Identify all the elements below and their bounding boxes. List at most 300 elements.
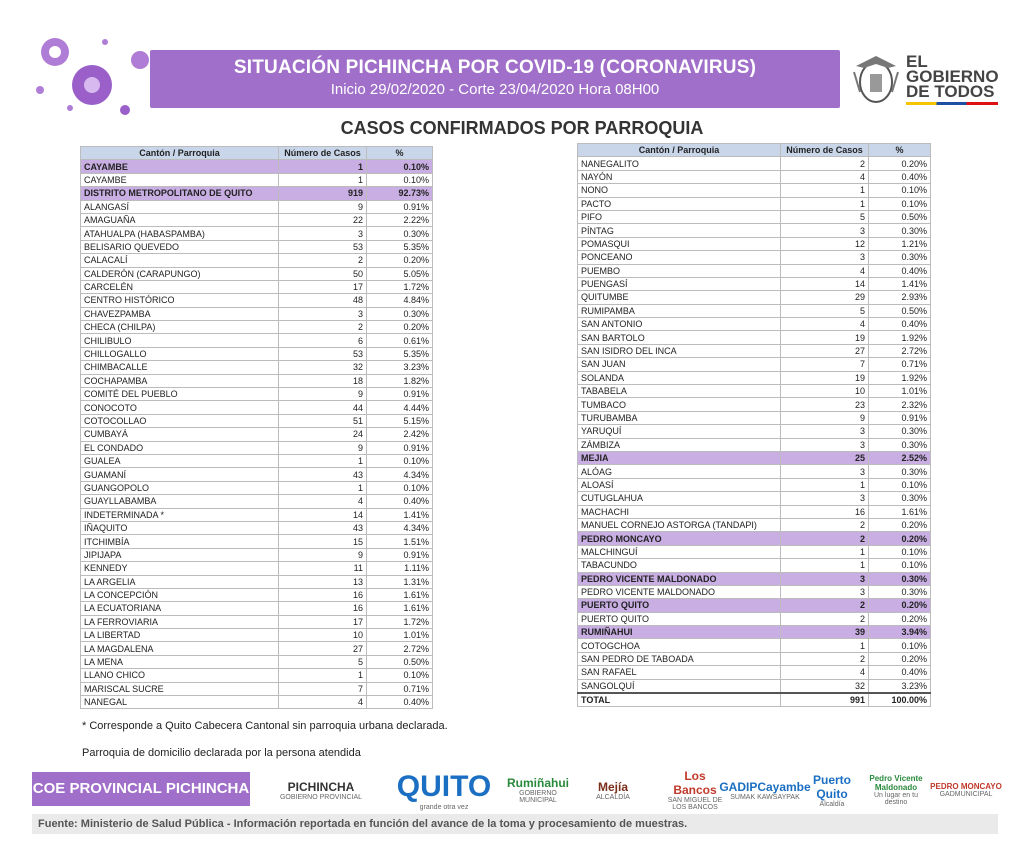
percent-cell: 1.61%	[869, 505, 931, 518]
percent-cell: 0.40%	[367, 696, 433, 709]
table-row	[578, 277, 931, 290]
parish-cell: PIFO	[578, 210, 781, 223]
percent-cell: 3.23%	[367, 361, 433, 374]
cases-cell: 3	[279, 307, 367, 320]
parish-cell: SAN BARTOLO	[578, 331, 781, 344]
coe-label: COE PROVINCIAL PICHINCHA	[32, 772, 250, 806]
cases-cell: 4	[781, 264, 869, 277]
parish-cell: MALCHINGUÍ	[578, 545, 781, 558]
table-row	[578, 331, 931, 344]
cases-cell: 12	[781, 237, 869, 250]
table-row	[81, 321, 433, 334]
table-row	[578, 425, 931, 438]
percent-cell: 0.50%	[869, 304, 931, 317]
cases-cell: 27	[279, 642, 367, 655]
parish-cell: CHILIBULO	[81, 334, 279, 347]
parish-cell: YARUQUÍ	[578, 425, 781, 438]
percent-cell: 1.92%	[869, 371, 931, 384]
table-row	[578, 210, 931, 223]
partner-logo-sub: grande otra vez	[419, 803, 469, 811]
cases-cell: 4	[279, 495, 367, 508]
parish-cell: CONOCOTO	[81, 401, 279, 414]
percent-cell: 0.40%	[367, 495, 433, 508]
parish-cell: COCHAPAMBA	[81, 374, 279, 387]
parish-cell: CHILLOGALLO	[81, 347, 279, 360]
parish-cell: CALDERÓN (CARAPUNGO)	[81, 267, 279, 280]
table-header-row	[578, 144, 931, 157]
percent-cell: 0.20%	[869, 532, 931, 545]
table-row	[578, 639, 931, 652]
table-row	[81, 696, 433, 709]
parish-cell: IÑAQUITO	[81, 521, 279, 534]
table-row	[578, 612, 931, 625]
cases-cell: 16	[279, 602, 367, 615]
percent-cell: 0.20%	[367, 321, 433, 334]
percent-cell: 0.40%	[869, 666, 931, 679]
header-banner	[150, 50, 840, 108]
cases-cell: 1	[781, 184, 869, 197]
col-header-cases: Número de Casos	[781, 144, 869, 157]
table-row	[578, 666, 931, 679]
partner-logo-label: PEDRO MONCAYO	[930, 782, 1002, 791]
percent-cell: 0.30%	[869, 251, 931, 264]
table-row	[81, 254, 433, 267]
partner-logo-sub: SUMAK KAWSAYPAK	[730, 793, 800, 801]
percent-cell: 0.10%	[367, 173, 433, 186]
table-row	[81, 267, 433, 280]
table-row	[578, 679, 931, 693]
percent-cell: 0.20%	[869, 599, 931, 612]
parish-cell: CAYAMBE	[81, 173, 279, 186]
partner-logo-label: GADIPCayambe	[719, 779, 811, 794]
partner-logo-sub: ALCALDÍA	[596, 793, 630, 801]
cases-table-left	[80, 146, 433, 709]
cases-cell: 3	[279, 227, 367, 240]
table-row	[81, 655, 433, 668]
parish-cell: TABACUNDO	[578, 559, 781, 572]
cases-cell: 15	[279, 535, 367, 548]
partner-logo-sub: GOBIERNO MUNICIPAL	[519, 790, 557, 804]
partner-logo	[390, 762, 498, 818]
partner-logo-label: Mejía	[597, 779, 628, 794]
table-row	[81, 401, 433, 414]
table-row	[81, 508, 433, 521]
cases-cell: 39	[781, 626, 869, 639]
percent-cell: 0.10%	[367, 454, 433, 467]
table-row	[578, 652, 931, 665]
table-row	[578, 385, 931, 398]
parish-cell: LA MAGDALENA	[81, 642, 279, 655]
table-row	[81, 615, 433, 628]
percent-cell: 0.10%	[367, 669, 433, 682]
parish-cell: SAN ISIDRO DEL INCA	[578, 344, 781, 357]
percent-cell: 1.41%	[367, 508, 433, 521]
table-row	[81, 200, 433, 213]
parish-cell: PACTO	[578, 197, 781, 210]
parish-cell: GUANGOPOLO	[81, 481, 279, 494]
page-title: SITUACIÓN PICHINCHA POR COVID-19 (CORONAVIRUS)	[233, 57, 757, 78]
cases-cell: 24	[279, 428, 367, 441]
percent-cell: 0.30%	[869, 465, 931, 478]
government-logo-text: EL GOBIERNO DE TODOS	[906, 52, 999, 101]
cases-cell: 1	[279, 669, 367, 682]
percent-cell: 0.30%	[367, 307, 433, 320]
cases-cell: 2	[279, 321, 367, 334]
cases-cell: 17	[279, 615, 367, 628]
note: Parroquia de domicilio declarada por la persona atendida	[82, 747, 361, 759]
percent-cell: 0.40%	[869, 318, 931, 331]
parish-cell: PUEMBO	[578, 264, 781, 277]
percent-cell: 0.10%	[869, 197, 931, 210]
parish-cell: PÍNTAG	[578, 224, 781, 237]
cases-cell: 7	[781, 358, 869, 371]
parish-cell: POMASQUI	[578, 237, 781, 250]
parish-cell: MANUEL CORNEJO ASTORGA (TANDAPI)	[578, 518, 781, 531]
cases-cell: 1	[279, 454, 367, 467]
cases-cell: 27	[781, 344, 869, 357]
percent-cell: 1.41%	[869, 277, 931, 290]
table-row	[81, 428, 433, 441]
cases-cell: 3	[781, 572, 869, 585]
cases-cell: 9	[279, 548, 367, 561]
percent-cell: 0.30%	[869, 585, 931, 598]
percent-cell: 1.51%	[367, 535, 433, 548]
cases-cell: 48	[279, 294, 367, 307]
cases-cell: 9	[279, 441, 367, 454]
table-row	[81, 414, 433, 427]
cases-cell: 53	[279, 240, 367, 253]
cases-cell: 919	[279, 187, 367, 200]
partner-logo	[664, 762, 726, 818]
table-row	[578, 518, 931, 531]
col-header-percent: %	[869, 144, 931, 157]
cases-cell: 4	[781, 666, 869, 679]
parish-cell: SAN JUAN	[578, 358, 781, 371]
cases-cell: 3	[781, 438, 869, 451]
percent-cell: 0.40%	[869, 264, 931, 277]
parish-cell: PUERTO QUITO	[578, 599, 781, 612]
parish-cell: GUALEA	[81, 454, 279, 467]
government-logo	[852, 52, 1002, 112]
cases-cell: 32	[279, 361, 367, 374]
cases-cell: 3	[781, 465, 869, 478]
percent-cell: 0.10%	[869, 184, 931, 197]
percent-cell: 5.05%	[367, 267, 433, 280]
percent-cell: 0.71%	[869, 358, 931, 371]
percent-cell: 0.20%	[869, 652, 931, 665]
percent-cell: 1.92%	[869, 331, 931, 344]
percent-cell: 0.10%	[367, 160, 433, 173]
parish-cell: MACHACHI	[578, 505, 781, 518]
parish-cell: LA CONCEPCIÓN	[81, 588, 279, 601]
table-row	[578, 184, 931, 197]
table-row	[81, 294, 433, 307]
cases-cell: 43	[279, 521, 367, 534]
canton-row	[81, 187, 433, 200]
percent-cell: 4.44%	[367, 401, 433, 414]
table-row	[81, 629, 433, 642]
table-row	[81, 227, 433, 240]
cases-cell: 1	[279, 160, 367, 173]
parish-cell: KENNEDY	[81, 562, 279, 575]
partner-logo-sub: Un lugar en tu destino	[874, 792, 918, 806]
percent-cell: 0.20%	[869, 518, 931, 531]
cases-cell: 5	[781, 210, 869, 223]
cases-cell: 43	[279, 468, 367, 481]
cases-cell: 5	[279, 655, 367, 668]
parish-cell: COMITÉ DEL PUEBLO	[81, 388, 279, 401]
cases-cell: 3	[781, 425, 869, 438]
cases-cell: 53	[279, 347, 367, 360]
parish-cell: GUAMANÍ	[81, 468, 279, 481]
cases-cell: 51	[279, 414, 367, 427]
table-row	[81, 347, 433, 360]
percent-cell: 0.40%	[869, 170, 931, 183]
percent-cell: 1.21%	[869, 237, 931, 250]
percent-cell: 0.20%	[367, 254, 433, 267]
parish-cell: CENTRO HISTÓRICO	[81, 294, 279, 307]
col-header-percent: %	[367, 147, 433, 160]
table-row	[81, 213, 433, 226]
cases-cell: 11	[279, 562, 367, 575]
table-row	[578, 251, 931, 264]
canton-row	[578, 451, 931, 464]
table-row	[578, 170, 931, 183]
partner-logo-label: Rumiñahui	[507, 776, 569, 790]
percent-cell: 1.72%	[367, 280, 433, 293]
percent-cell: 2.52%	[869, 451, 931, 464]
section-title: CASOS CONFIRMADOS POR PARROQUIA	[340, 118, 704, 138]
percent-cell: 92.73%	[367, 187, 433, 200]
table-row	[81, 334, 433, 347]
col-header-parish: Cantón / Parroquia	[81, 147, 279, 160]
table-row	[81, 361, 433, 374]
table-row	[578, 157, 931, 170]
cases-cell: 18	[279, 374, 367, 387]
cases-cell: 32	[781, 679, 869, 693]
cases-cell: 19	[781, 331, 869, 344]
percent-cell: 2.93%	[869, 291, 931, 304]
cases-cell: 2	[781, 518, 869, 531]
coat-of-arms-icon	[852, 52, 900, 108]
percent-cell: 2.72%	[869, 344, 931, 357]
table-row	[578, 344, 931, 357]
parish-cell: ALANGASÍ	[81, 200, 279, 213]
partner-logo	[508, 762, 568, 818]
parish-cell: GUAYLLABAMBA	[81, 495, 279, 508]
parish-cell: QUITUMBE	[578, 291, 781, 304]
table-row	[81, 307, 433, 320]
cases-cell: 1	[781, 478, 869, 491]
table-row	[578, 438, 931, 451]
percent-cell: 0.61%	[367, 334, 433, 347]
table-row	[81, 521, 433, 534]
table-row	[81, 468, 433, 481]
cases-cell: 2	[781, 157, 869, 170]
parish-cell: PUENGASÍ	[578, 277, 781, 290]
cases-cell: 16	[781, 505, 869, 518]
parish-cell: AMAGUAÑA	[81, 213, 279, 226]
col-header-parish: Cantón / Parroquia	[578, 144, 781, 157]
partner-logo-sub: GOBIERNO PROVINCIAL	[279, 793, 363, 801]
page-subtitle: Inicio 29/02/2020 - Corte 23/04/2020 Hora 08H00	[330, 81, 660, 98]
percent-cell: 0.50%	[367, 655, 433, 668]
table-row	[81, 374, 433, 387]
percent-cell: 0.50%	[869, 210, 931, 223]
percent-cell: 4.84%	[367, 294, 433, 307]
parish-cell: SANGOLQUÍ	[578, 679, 781, 693]
percent-cell: 1.61%	[367, 602, 433, 615]
table-row	[578, 398, 931, 411]
flag-stripe	[906, 102, 998, 105]
parish-cell: PUERTO QUITO	[578, 612, 781, 625]
parish-cell: PEDRO MONCAYO	[578, 532, 781, 545]
percent-cell: 0.30%	[869, 492, 931, 505]
parish-cell: LA LIBERTAD	[81, 629, 279, 642]
cases-cell: 4	[781, 318, 869, 331]
percent-cell: 0.20%	[869, 157, 931, 170]
cases-cell: 2	[781, 612, 869, 625]
parish-cell: SAN ANTONIO	[578, 318, 781, 331]
table-row	[81, 495, 433, 508]
table-row	[578, 492, 931, 505]
table-row	[578, 237, 931, 250]
cases-cell: 9	[781, 411, 869, 424]
partner-logo	[930, 762, 1002, 818]
parish-cell: LA MENA	[81, 655, 279, 668]
parish-cell: JIPIJAPA	[81, 548, 279, 561]
percent-cell: 1.31%	[367, 575, 433, 588]
table-row	[578, 197, 931, 210]
canton-row	[81, 160, 433, 173]
percent-cell: 5.35%	[367, 347, 433, 360]
partner-logo-sub: GADMUNICIPAL	[939, 791, 993, 798]
partner-logo-sub: Alcaldía	[819, 800, 845, 808]
parish-cell: INDETERMINADA *	[81, 508, 279, 521]
percent-cell: 3.23%	[869, 679, 931, 693]
parish-cell: SOLANDA	[578, 371, 781, 384]
table-row	[578, 411, 931, 424]
percent-cell: 1.72%	[367, 615, 433, 628]
parish-cell: NANEGAL	[81, 696, 279, 709]
parish-cell: LA ARGELIA	[81, 575, 279, 588]
parish-cell: SAN PEDRO DE TABOADA	[578, 652, 781, 665]
table-row	[81, 562, 433, 575]
partner-logo	[802, 762, 862, 818]
cases-cell: 2	[781, 532, 869, 545]
table-row	[81, 280, 433, 293]
parish-cell: TABABELA	[578, 385, 781, 398]
parish-cell: ATAHUALPA (HABASPAMBA)	[81, 227, 279, 240]
cases-cell: 44	[279, 401, 367, 414]
parish-cell: ZÁMBIZA	[578, 438, 781, 451]
cases-cell: 7	[279, 682, 367, 695]
parish-cell: CALACALÍ	[81, 254, 279, 267]
cases-cell: 5	[781, 304, 869, 317]
parish-cell: CHECA (CHILPA)	[81, 321, 279, 334]
parish-cell: CARCELÉN	[81, 280, 279, 293]
percent-cell: 0.30%	[367, 227, 433, 240]
parish-cell: CUMBAYÁ	[81, 428, 279, 441]
table-row	[578, 545, 931, 558]
table-row	[81, 481, 433, 494]
cases-cell: 2	[279, 254, 367, 267]
percent-cell: 0.30%	[869, 572, 931, 585]
cases-table-right	[577, 143, 931, 707]
table-header-row	[81, 147, 433, 160]
partner-logo-label: PICHINCHA	[287, 779, 355, 794]
partner-logo-label: Pedro Vicente Maldonado	[869, 774, 923, 792]
percent-cell: 2.22%	[367, 213, 433, 226]
parish-cell: CAYAMBE	[81, 160, 279, 173]
cases-cell: 22	[279, 213, 367, 226]
cases-cell: 17	[279, 280, 367, 293]
percent-cell: 1.01%	[367, 629, 433, 642]
cases-cell: 4	[279, 696, 367, 709]
partner-logo	[262, 762, 380, 818]
parish-cell: MARISCAL SUCRE	[81, 682, 279, 695]
cases-cell: 3	[781, 492, 869, 505]
percent-cell: 0.71%	[367, 682, 433, 695]
percent-cell: 2.42%	[367, 428, 433, 441]
table-row	[578, 264, 931, 277]
percent-cell: 0.91%	[367, 548, 433, 561]
table-row	[578, 585, 931, 598]
cases-cell: 29	[781, 291, 869, 304]
cases-cell: 25	[781, 451, 869, 464]
cases-cell: 14	[781, 277, 869, 290]
parish-cell: PEDRO VICENTE MALDONADO	[578, 585, 781, 598]
parish-cell: PEDRO VICENTE MALDONADO	[578, 572, 781, 585]
table-row	[578, 224, 931, 237]
partner-logo-label: QUITO	[396, 769, 492, 803]
percent-cell: 1.82%	[367, 374, 433, 387]
footnote: * Corresponde a Quito Cabecera Cantonal sin parroquia urbana declarada.	[82, 720, 448, 732]
parish-cell: NANEGALITO	[578, 157, 781, 170]
table-row	[578, 465, 931, 478]
percent-cell: 2.32%	[869, 398, 931, 411]
cases-cell: 10	[279, 629, 367, 642]
table-row	[578, 358, 931, 371]
table-row	[578, 304, 931, 317]
cases-cell: 23	[781, 398, 869, 411]
percent-cell: 1.61%	[367, 588, 433, 601]
source-note: Fuente: Ministerio de Salud Pública - Información reportada en función del avance de la toma y procesamiento de muestras.	[32, 814, 998, 834]
partner-logo	[719, 762, 811, 818]
parish-cell: EL CONDADO	[81, 441, 279, 454]
parish-cell: COTOGCHOA	[578, 639, 781, 652]
parish-cell: CHAVEZPAMBA	[81, 307, 279, 320]
percent-cell: 0.10%	[869, 478, 931, 491]
table-row	[578, 478, 931, 491]
percent-cell: 1.01%	[869, 385, 931, 398]
percent-cell: 100.00%	[869, 693, 931, 707]
table-row	[578, 318, 931, 331]
cases-cell: 9	[279, 200, 367, 213]
percent-cell: 0.91%	[869, 411, 931, 424]
cases-cell: 16	[279, 588, 367, 601]
parish-cell: TURUBAMBA	[578, 411, 781, 424]
parish-cell: NONO	[578, 184, 781, 197]
percent-cell: 4.34%	[367, 521, 433, 534]
cases-cell: 1	[781, 197, 869, 210]
parish-cell: ITCHIMBÍA	[81, 535, 279, 548]
percent-cell: 0.30%	[869, 438, 931, 451]
percent-cell: 0.30%	[869, 425, 931, 438]
percent-cell: 0.10%	[869, 559, 931, 572]
canton-row	[578, 572, 931, 585]
parish-cell: TUMBACO	[578, 398, 781, 411]
